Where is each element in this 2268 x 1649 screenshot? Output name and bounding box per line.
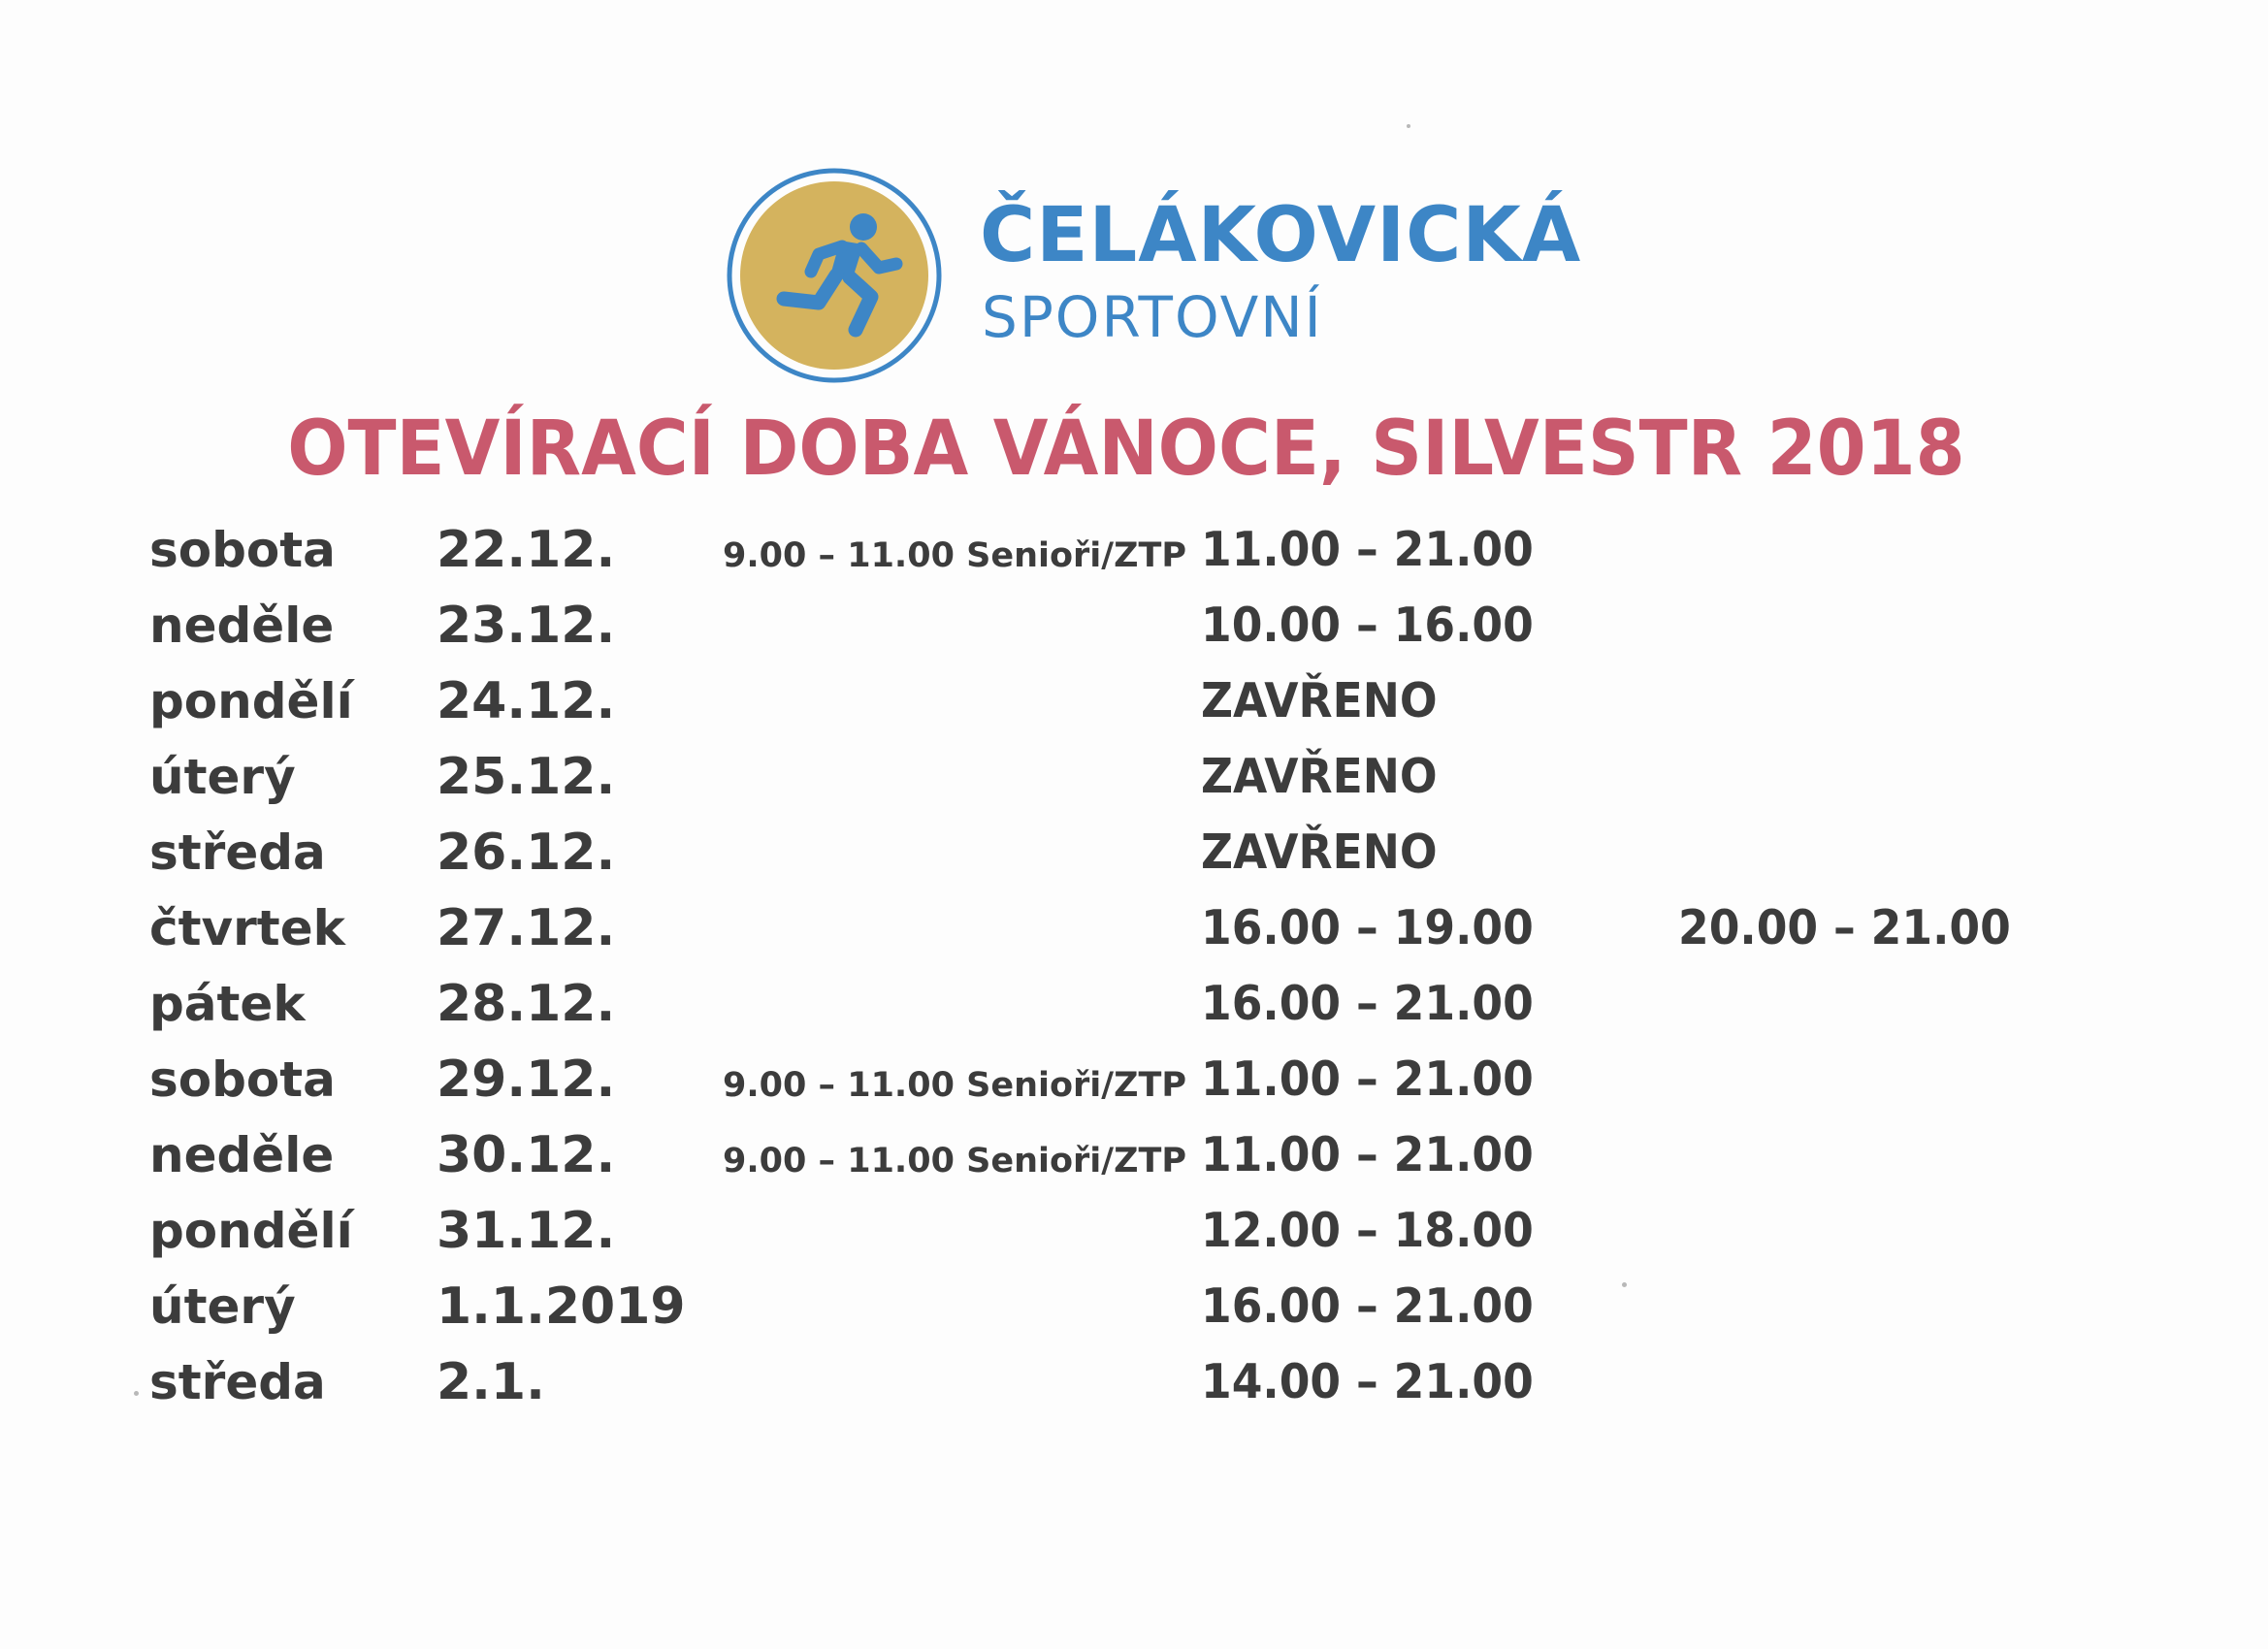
date: 28.12.	[437, 975, 616, 1033]
logo-name-sub: SPORTOVNÍ	[982, 284, 1323, 350]
day-name: pátek	[149, 976, 306, 1032]
date: 25.12.	[437, 748, 616, 806]
opening-hours: 16.00 – 19.00	[1201, 900, 1534, 955]
opening-hours: 11.00 – 21.00	[1201, 522, 1534, 577]
table-row	[0, 1124, 2268, 1200]
opening-hours: 16.00 – 21.00	[1201, 1278, 1534, 1334]
table-row	[0, 897, 2268, 973]
date: 23.12.	[437, 597, 616, 655]
seniors-hours: 9.00 – 11.00 Senioři/ZTP	[723, 1142, 1186, 1180]
date: 2.1.	[437, 1353, 545, 1411]
running-person-icon	[726, 167, 943, 384]
date: 26.12.	[437, 824, 616, 882]
table-row	[0, 822, 2268, 897]
opening-hours: 11.00 – 21.00	[1201, 1127, 1534, 1182]
opening-hours: ZAVŘENO	[1201, 749, 1438, 804]
opening-hours: 12.00 – 18.00	[1201, 1203, 1534, 1258]
opening-hours: 16.00 – 21.00	[1201, 976, 1534, 1031]
day-name: neděle	[149, 598, 335, 654]
day-name: úterý	[149, 1278, 296, 1335]
logo	[726, 167, 1582, 384]
day-name: středa	[149, 824, 326, 881]
opening-hours-table	[0, 519, 2268, 1427]
table-row	[0, 595, 2268, 670]
day-name: pondělí	[149, 1203, 353, 1259]
date: 22.12.	[437, 521, 616, 579]
day-name: úterý	[149, 749, 296, 805]
page-title	[0, 405, 2268, 493]
table-row	[0, 746, 2268, 822]
day-name: pondělí	[149, 673, 353, 729]
opening-hours: 10.00 – 16.00	[1201, 598, 1534, 653]
opening-hours: ZAVŘENO	[1201, 673, 1438, 728]
extra-hours: 20.00 – 21.00	[1678, 900, 2011, 955]
page-title-text: OTEVÍRACÍ DOBA VÁNOCE, SILVESTR 2018	[287, 405, 1965, 493]
seniors-hours: 9.00 – 11.00 Senioři/ZTP	[723, 536, 1186, 575]
day-name: čtvrtek	[149, 900, 345, 956]
scan-speck	[1407, 124, 1410, 128]
date: 24.12.	[437, 672, 616, 730]
opening-hours: 14.00 – 21.00	[1201, 1354, 1534, 1409]
date: 27.12.	[437, 899, 616, 957]
opening-hours: ZAVŘENO	[1201, 824, 1438, 880]
table-row	[0, 1351, 2268, 1427]
date: 31.12.	[437, 1202, 616, 1260]
scan-speck	[1622, 1282, 1627, 1287]
table-row	[0, 1049, 2268, 1124]
opening-hours: 11.00 – 21.00	[1201, 1051, 1534, 1107]
day-name: sobota	[149, 522, 336, 578]
table-row	[0, 1276, 2268, 1351]
day-name: středa	[149, 1354, 326, 1410]
logo-name-main: ČELÁKOVICKÁ	[980, 192, 1582, 279]
date: 29.12.	[437, 1051, 616, 1109]
day-name: sobota	[149, 1051, 336, 1108]
scan-speck	[134, 1391, 139, 1396]
seniors-hours: 9.00 – 11.00 Senioři/ZTP	[723, 1066, 1186, 1105]
date: 1.1.2019	[437, 1277, 686, 1336]
day-name: neděle	[149, 1127, 335, 1183]
table-row	[0, 670, 2268, 746]
date: 30.12.	[437, 1126, 616, 1184]
table-row	[0, 973, 2268, 1049]
table-row	[0, 519, 2268, 595]
table-row	[0, 1200, 2268, 1276]
